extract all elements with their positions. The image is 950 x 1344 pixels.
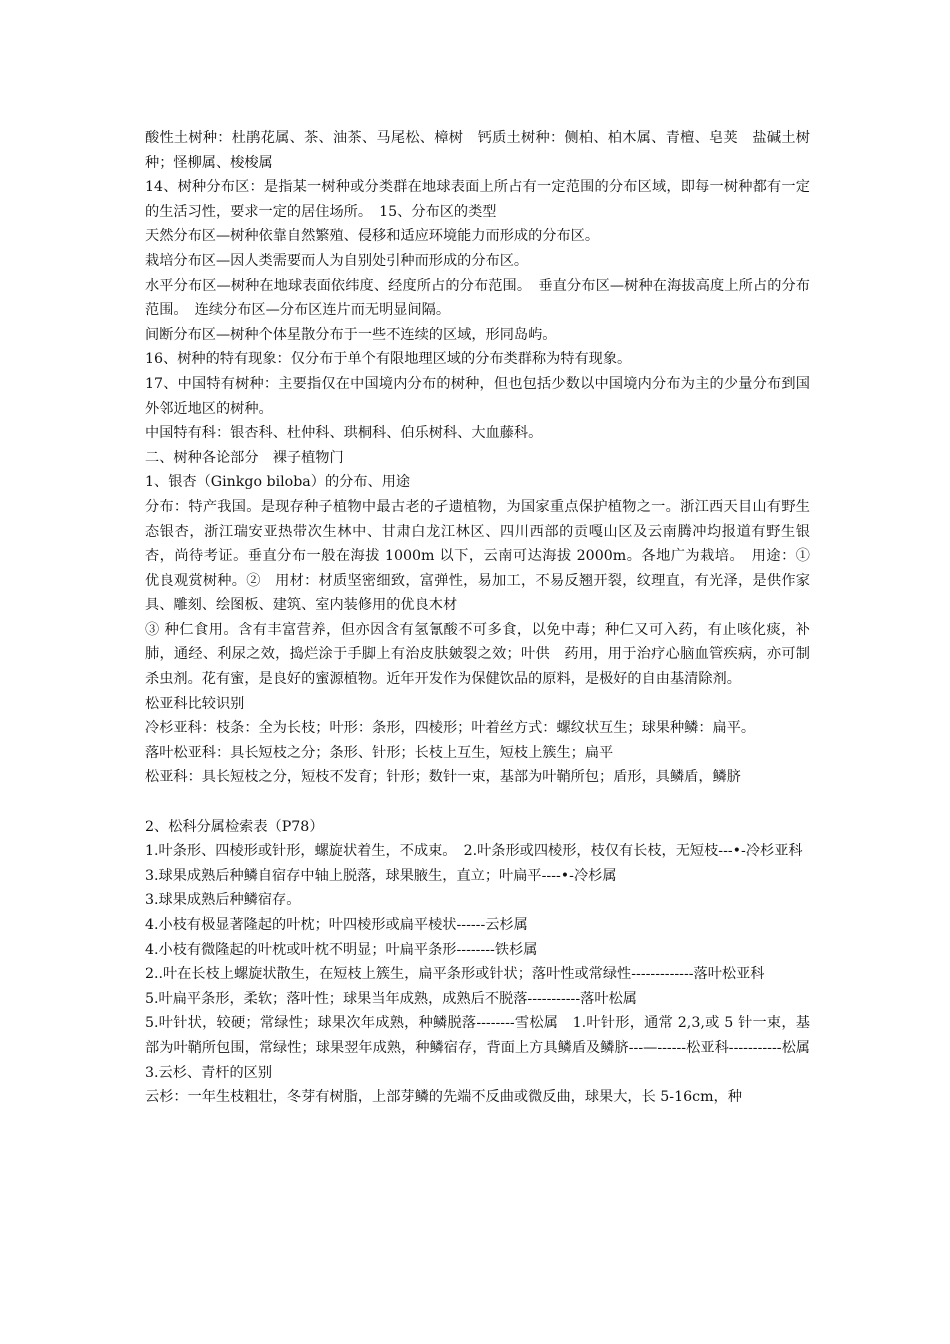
paragraph-picea: 云杉：一年生枝粗壮，冬芽有树脂，上部芽鳞的先端不反曲或微反曲，球果大，长 5-16cm，种 [145, 1089, 742, 1106]
paragraph-disjunct-area: 间断分布区—树种个体星散分布于一些不连续的区域，形同岛屿。 [145, 326, 557, 343]
paragraph-horizontal-area: 水平分布区—树种在地球表面依纬度、经度所占的分布范围。 垂直分布区—树种在海拔高度上所占的分布范围。 连续分布区—分布区连片而无明显间隔。 [145, 277, 810, 319]
heading-pinaceae-key: 2、松科分属检索表（P78） [145, 818, 324, 835]
paragraph-cultivated-area: 栽培分布区—因人类需要而人为自别处引种而形成的分布区。 [145, 252, 529, 269]
document-body [145, 126, 825, 1110]
paragraph-distribution-area: 14、树种分布区：是指某一树种或分类群在地球表面上所占有一定范围的分布区域，即每一树种都有一定的生活习性，要求一定的居住场所。 15、分布区的类型 [145, 179, 810, 220]
paragraph-ginkgo-distribution: 分布：特产我国。是现存种子植物中最古老的孑遗植物，为国家重点保护植物之一。浙江西天目山有野生态银杏，浙江瑞安亚热带次生林中、甘肃白龙江林区、四川西部的贡嘎山区及云南腾冲均报道有野生银杏，尚待考证。垂直分布一般在海拔 1000m 以下，云南可达海拔 2000m。各地广为栽培。 用途：① 优良观赏树种。② 用材：材质坚密细致，富弹性，易加工，不易反翘开裂，纹理直，有光泽，是供作家具、雕刻、绘图板、建筑、室内装修用的优良木材 [145, 498, 825, 614]
key-item-8: 5.叶针状，较硬；常绿性；球果次年成熟，种鳞脱落--------雪松属 1.叶针形，通常 2,3,或 5 针一束，基部为叶鞘所包围，常绿性；球果翌年成熟，种鳞宿存，背面上方具鳞盾及鳞脐---—------松亚科-----------松属 3.云杉、青杆的区别 [145, 1015, 825, 1081]
key-item-4: 4.小枝有极显著隆起的叶枕；叶四棱形或扁平棱状------云杉属 [145, 917, 528, 933]
paragraph-china-endemic-species: 17、中国特有树种：主要指仅在中国境内分布的树种，但也包括少数以中国境内分布为主的少量分布到国外邻近地区的树种。 [145, 375, 810, 417]
paragraph-ginkgo-uses: ③ 种仁食用。含有丰富营养，但亦因含有氢氰酸不可多食，以免中毒；种仁又可入药，有止咳化痰，补肺，通经、利尿之效，捣烂涂于手脚上有治皮肤皴裂之效；叶供 药用，用于治疗心脑血管疾病，亦可制杀虫剂。花有蜜，是良好的蜜源植物。近年开发作为保健饮品的原料，是极好的自由基清除剂。 [145, 621, 810, 688]
key-item-6: 2..叶在长枝上螺旋状散生，在短枝上簇生，扁平条形或针状；落叶性或常绿性-------------落叶松亚科 [145, 966, 765, 983]
paragraph-natural-area: 天然分布区—树种依靠自然繁殖、侵移和适应环境能力而形成的分布区。 [145, 228, 600, 245]
section-heading-gymnosperms: 二、树种各论部分 裸子植物门 [145, 449, 344, 466]
heading-ginkgo: 1、银杏（Ginkgo biloba）的分布、用途 [145, 474, 411, 491]
paragraph-endemism: 16、树种的特有现象：仅分布于单个有限地理区域的分布类群称为特有现象。 [145, 351, 632, 368]
heading-pinaceae-subfamilies: 松亚科比较识别 [145, 695, 245, 712]
key-item-1: 1.叶条形、四棱形或针形，螺旋状着生，不成束。 2.叶条形或四棱形，枝仅有长枝，无短枝---•-冷杉亚科 [145, 843, 803, 860]
key-item-5: 4.小枝有微隆起的叶枕或叶枕不明显；叶扁平条形--------铁杉属 [145, 941, 538, 958]
paragraph-abietoideae: 冷杉亚科：枝条：全为长枝；叶形：条形，四棱形；叶着丝方式：螺纹状互生；球果种鳞：扁平。 [145, 720, 756, 737]
paragraph-china-endemic-families: 中国特有科：银杏科、杜仲科、珙桐科、伯乐树科、大血藤科。 [145, 425, 543, 442]
paragraph-soil-species: 酸性土树种：杜鹃花属、茶、油茶、马尾松、樟树 钙质土树种：侧柏、柏木属、青檀、皂荚 盐碱土树种；怪柳属、梭梭属 [145, 130, 810, 171]
key-item-7: 5.叶扁平条形，柔软；落叶性；球果当年成熟，成熟后不脱落-----------落叶松属 [145, 990, 637, 1007]
key-item-2: 3.球果成熟后种鳞自宿存中轴上脱落，球果腋生，直立；叶扁平----•-冷杉属 [145, 867, 617, 884]
blank-line [145, 790, 810, 815]
paragraph-laricoideae: 落叶松亚科：具长短枝之分；条形、针形；长枝上互生，短枝上簇生；扁平 [145, 744, 614, 761]
paragraph-pinoideae: 松亚科：具长短枝之分，短枝不发育；针形；数针一束，基部为叶鞘所包；盾形，具鳞盾，鳞脐 [145, 769, 741, 786]
key-item-3: 3.球果成熟后种鳞宿存。 [145, 892, 301, 909]
